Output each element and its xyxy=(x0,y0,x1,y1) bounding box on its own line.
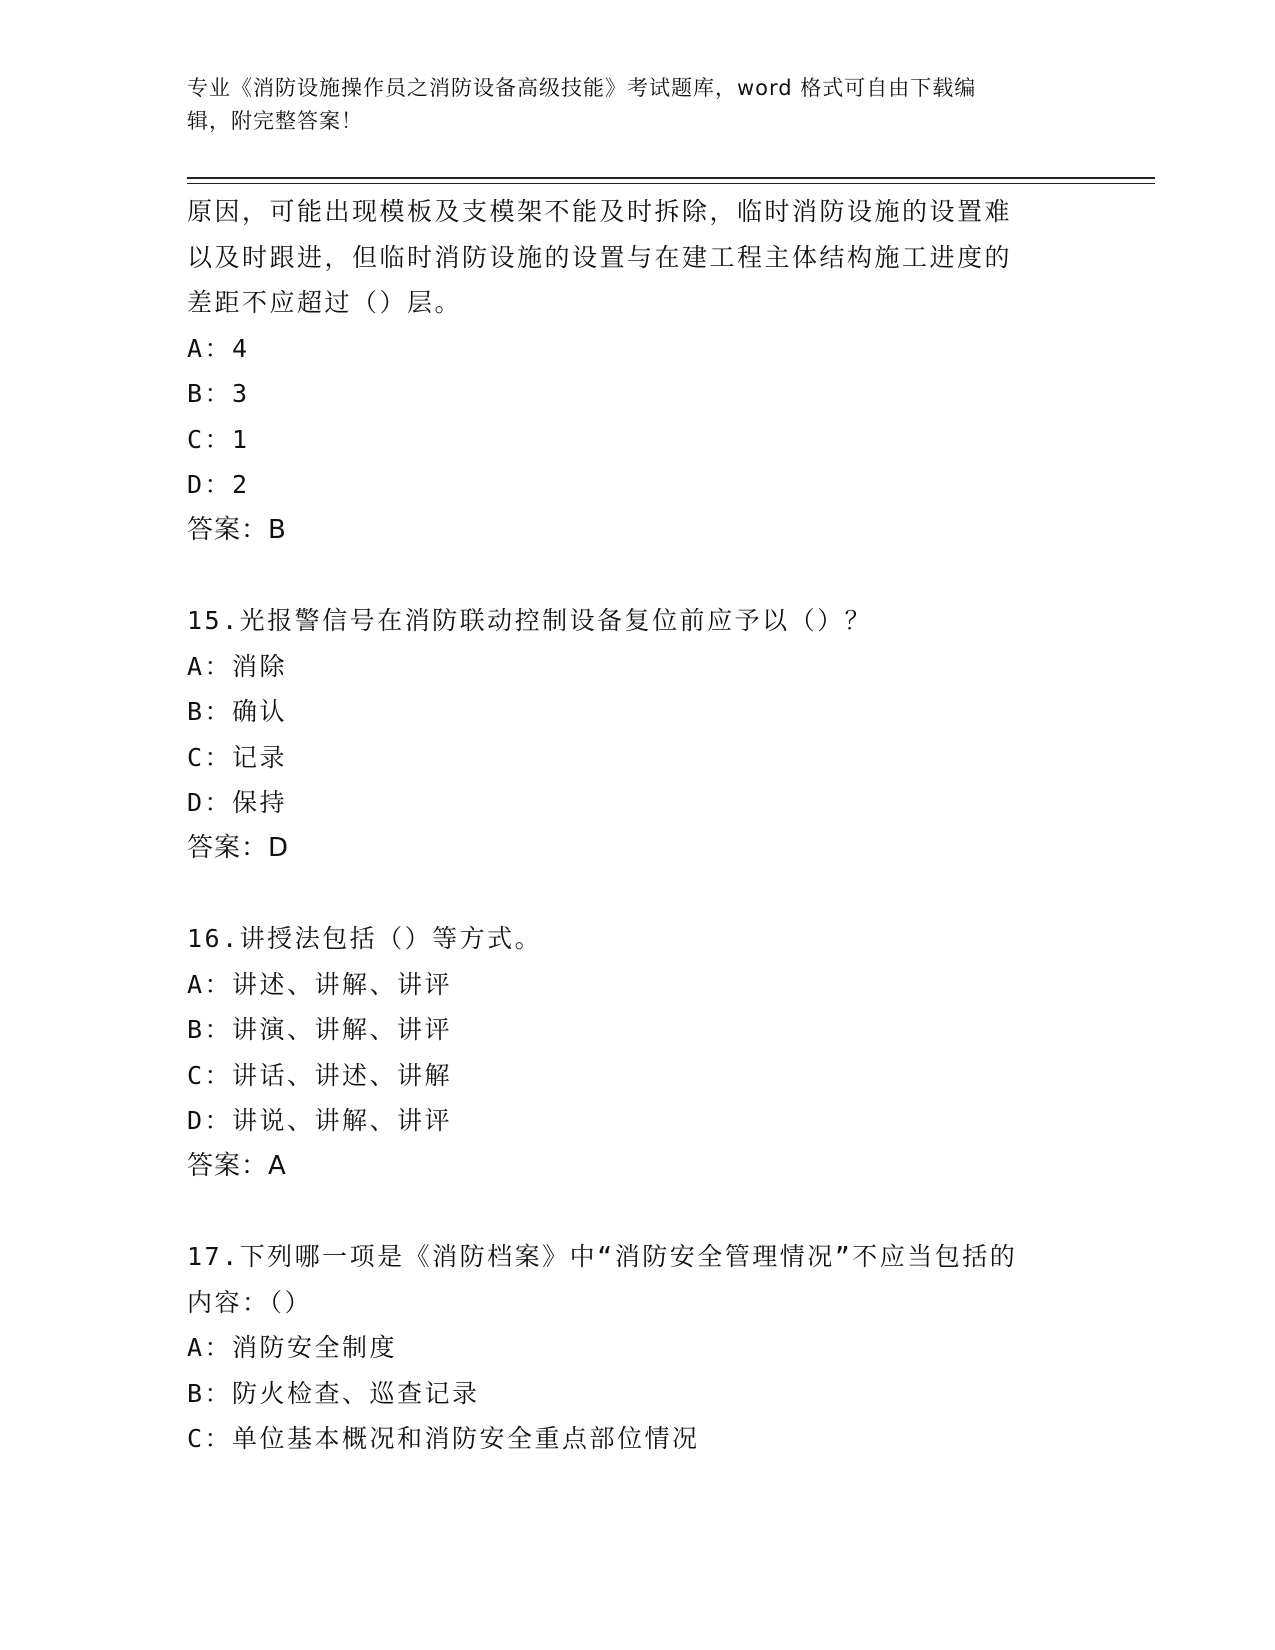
question-list xyxy=(187,189,1087,1462)
option-d: D：讲说、讲解、讲评 xyxy=(187,1106,453,1135)
option-b: B：讲演、讲解、讲评 xyxy=(187,1015,453,1044)
option-d: D：2 xyxy=(187,470,250,499)
option-c: C：1 xyxy=(187,424,250,454)
header-divider-thin xyxy=(187,183,1155,184)
answer: 答案：D xyxy=(187,832,290,863)
option-c: C：讲话、讲述、讲解 xyxy=(187,1060,453,1090)
question-stem-line: 17.下列哪一项是《消防档案》中“消防安全管理情况”不应当包括的 xyxy=(187,1242,1018,1271)
question-spacer xyxy=(187,871,1087,916)
question-stem-line: 15.光报警信号在消防联动控制设备复位前应予以（）？ xyxy=(187,606,873,635)
question-16 xyxy=(187,916,1087,1189)
option-b: B：防火检查、巡查记录 xyxy=(187,1378,480,1408)
question-stem-line: 内容：（） xyxy=(187,1287,313,1317)
header-line-1: 专业《消防设施操作员之消防设备高级技能》考试题库，word 格式可自由下载编 xyxy=(187,76,977,100)
option-c: C：记录 xyxy=(187,742,288,772)
option-a: A：消防安全制度 xyxy=(187,1333,398,1362)
option-c: C：单位基本概况和消防安全重点部位情况 xyxy=(187,1424,700,1453)
document-header xyxy=(187,72,1067,138)
answer: 答案：A xyxy=(187,1150,287,1181)
option-a: A：消除 xyxy=(187,651,288,681)
question-stem-line: 差距不应超过（）层。 xyxy=(187,288,463,317)
question-14 xyxy=(187,189,1087,553)
question-spacer xyxy=(187,553,1087,598)
question-stem-line: 以及时跟进，但临时消防设施的设置与在建工程主体结构施工进度的 xyxy=(187,242,1013,272)
question-17 xyxy=(187,1234,1087,1462)
question-15 xyxy=(187,598,1087,871)
option-a: A：讲述、讲解、讲评 xyxy=(187,969,453,999)
option-b: B：3 xyxy=(187,379,250,408)
question-spacer xyxy=(187,1189,1087,1234)
answer: 答案：B xyxy=(187,514,287,545)
question-stem-line: 原因，可能出现模板及支模架不能及时拆除，临时消防设施的设置难 xyxy=(187,197,1013,226)
header-divider-thick xyxy=(187,177,1155,179)
option-b: B：确认 xyxy=(187,697,288,726)
option-d: D：保持 xyxy=(187,788,288,817)
question-stem-line: 16.讲授法包括（）等方式。 xyxy=(187,924,543,953)
option-a: A：4 xyxy=(187,333,250,363)
header-line-2: 辑，附完整答案！ xyxy=(187,109,363,133)
